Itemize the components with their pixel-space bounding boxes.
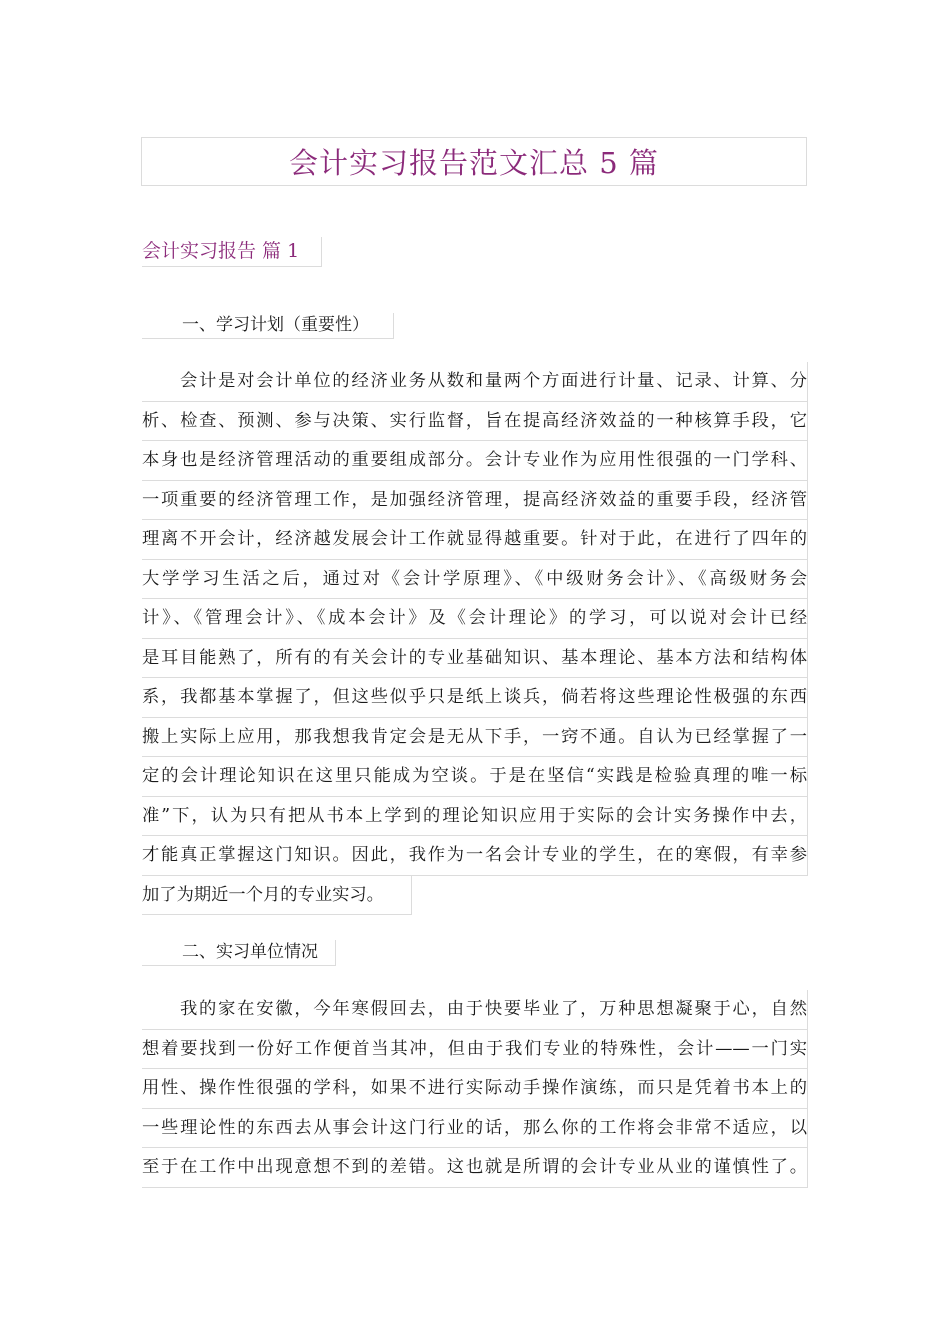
paragraph-line: 一些理论性的东西去从事会计这门行业的话，那么你的工作将会非常不适应，以 [142, 1109, 808, 1149]
paragraph-1 [142, 362, 808, 915]
paragraph-line: 大学学习生活之后，通过对《会计学原理》、《中级财务会计》、《高级财务会 [142, 560, 808, 600]
paragraph-line: 会计是对会计单位的经济业务从数和量两个方面进行计量、记录、计算、分 [142, 362, 808, 402]
document-title: 会计实习报告范文汇总 5 篇 [289, 146, 659, 180]
section-title: 会计实习报告 篇 1 [142, 237, 322, 267]
paragraph-line: 至于在工作中出现意想不到的差错。这也就是所谓的会计专业从业的谨慎性了。 [142, 1148, 808, 1188]
paragraph-line: 是耳目能熟了，所有的有关会计的专业基础知识、基本理论、基本方法和结构体 [142, 639, 808, 679]
paragraph-line: 计》、《管理会计》、《成本会计》及《会计理论》的学习，可以说对会计已经 [142, 599, 808, 639]
paragraph-line: 系，我都基本掌握了，但这些似乎只是纸上谈兵，倘若将这些理论性极强的东西 [142, 678, 808, 718]
paragraph-line: 准”下，认为只有把从书本上学到的理论知识应用于实际的会计实务操作中去， [142, 797, 808, 837]
paragraph-line: 用性、操作性很强的学科，如果不进行实际动手操作演练，而只是凭着书本上的 [142, 1069, 808, 1109]
paragraph-line: 搬上实际上应用，那我想我肯定会是无从下手，一窍不通。自认为已经掌握了一 [142, 718, 808, 758]
paragraph-2 [142, 990, 808, 1188]
document-title-box [141, 137, 807, 186]
paragraph-line: 定的会计理论知识在这里只能成为空谈。于是在坚信“实践是检验真理的唯一标 [142, 757, 808, 797]
paragraph-line: 加了为期近一个月的专业实习。 [142, 876, 412, 916]
paragraph-line: 我的家在安徽，今年寒假回去，由于快要毕业了，万种思想凝聚于心，自然 [142, 990, 808, 1030]
paragraph-line: 一项重要的经济管理工作，是加强经济管理，提高经济效益的重要手段，经济管 [142, 481, 808, 521]
paragraph-line: 想着要找到一份好工作便首当其冲，但由于我们专业的特殊性，会计——一门实 [142, 1030, 808, 1070]
paragraph-line: 析、检查、预测、参与决策、实行监督，旨在提高经济效益的一种核算手段，它 [142, 402, 808, 442]
heading-study-plan: 一、学习计划（重要性） [142, 313, 394, 339]
paragraph-line: 理离不开会计，经济越发展会计工作就显得越重要。针对于此，在进行了四年的 [142, 520, 808, 560]
paragraph-line: 才能真正掌握这门知识。因此，我作为一名会计专业的学生，在的寒假，有幸参 [142, 836, 808, 876]
heading-internship-unit: 二、实习单位情况 [142, 940, 336, 966]
paragraph-line: 本身也是经济管理活动的重要组成部分。会计专业作为应用性很强的一门学科、 [142, 441, 808, 481]
